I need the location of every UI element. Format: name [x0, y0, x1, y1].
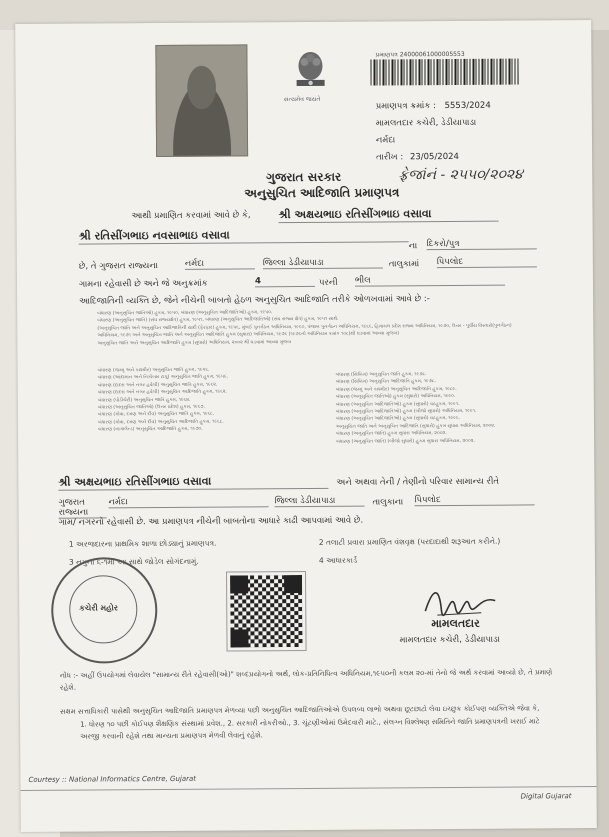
order-item: અનુસુચિત જાતિ અને અનુસુચિત આદિજાતિ (સુધારો) હુકમ સુધારા અધિનિયમ, ૨૦૦૨.	[335, 423, 496, 430]
ashoka-emblem-icon	[290, 44, 330, 94]
na-label: ના	[408, 241, 418, 252]
basis-item: 1 અરજદારના પ્રાથમિક શાળા છોડ્યાનું પ્રમાણપત્ર.	[68, 538, 217, 549]
family-gram-line: ગામ/ નગરનો રહેવાસી છે. આ પ્રમાણપત્ર નીચેની બાબતોના આધારે કાઢી આપવામાં આવે છે.	[58, 515, 364, 528]
serial-number: 4	[255, 276, 315, 287]
order-item: અધિનિયમ, ૧૯૭૧ અને અનુસુચિત જાતિ અને અનુસુચિત આદિજાતિ હુકમ (સુધારા) અધિનિયમ, ૧૯૭૬ (૧૯૭૬નો અધિનિયમ ક્રમાંક ૧૦૮)થી ઘડવામાં આવ્યા મુજબ)	[97, 331, 400, 339]
family-district-label: જિલ્લા ડેડીયાપાડા	[274, 496, 364, 508]
order-item: બંધારણ (દાદરા અને નગર હવેલી) અનુસુચિત જાતિ હુકમ, ૧૯૬૨.	[97, 382, 218, 389]
order-item: બંધારણ (અનુસુચિત જાતિઓ) (ઉત્તર પ્રદેશ) હુકમ, ૧૯૬૭.	[97, 404, 205, 411]
family-suffix: અને અથવા તેની / તેણીનો પરિવાર સામાન્ય રીતે	[336, 476, 500, 488]
applicant-photo	[155, 44, 248, 157]
barcode	[370, 59, 518, 86]
order-item: બંધારણ (અનુસુચિત આદિજાતિઓ) હુકમ (બીજો સુધારો) અધિનિયમ, ૧૯૯૧.	[335, 408, 477, 415]
order-item: બંધારણ (નાગાલેન્ડ) અનુસુચિત આદિજાતિ હુકમ, ૧૯૭૦.	[98, 426, 203, 433]
courtesy-text: Courtesy :: National Informatics Centre, Gujarat	[28, 774, 197, 784]
handwritten-reference: ફ્રેજાંનં - ૨૫૫૦/૨૦૨૪	[398, 166, 523, 184]
order-item: બંધારણ (દાદરા અને નગર હવેલી) અનુસુચિત આદિજાતિ હુકમ, ૧૯૬૨.	[97, 389, 227, 396]
pari-label: પરની	[318, 277, 338, 288]
order-item: અનુસુચિત જાતિ અને અનુસુચિત આદિજાતિ હુકમ (સુધારો) અધિનિયમ, ૨૦૦૨ થી ઘડવામાં આવ્યા મુજબ	[97, 339, 292, 347]
district-label: જિલ્લા ડેડીયાપાડા	[263, 257, 383, 269]
issuing-office: મામલતદાર કચેરી, ડેડીયાપાડા	[375, 117, 477, 129]
intro-text: આથી પ્રમાણિત કરવામાં આવે છે કે,	[131, 210, 251, 222]
village-label: ગામના રહેવાસી છે અને જે અનુક્રમાંક	[78, 278, 208, 290]
order-item: બંધારણ (જમ્મુ અને કાશ્મીર) અનુસુચિત જાતિ હુકમ, ૧૯૫૬.	[97, 367, 210, 374]
state-label: છે, તે ગુજરાત રાજ્યના	[78, 261, 158, 272]
order-item: બંધારણ (અનુસુચિત આદિજાતિઓ) હુકમ (સુધારો) વટહુકમ, ૧૯૯૬.	[335, 416, 461, 423]
orders-left-list	[98, 367, 229, 435]
order-item: બંધારણ (ગોવા, દમણ અને દીવ) અનુસુચિત આદિજાતિ હુકમ, ૧૯૬૮.	[97, 419, 224, 426]
taluka-name: પિપલોદ	[437, 256, 537, 268]
signature-icon	[421, 581, 499, 622]
family-applicant-name: શ્રી અક્ષયભાઇ રતિસીંગભાઇ વસાવા	[58, 474, 328, 491]
order-item: બંધારણ (અનુસુચિત જાતિ) (સંઘ રાજ્યક્ષેત્ર) હુકમ, ૧૯૫૧, બંધારણ (અનુસુચિત આદિજાતિઓ) (સંઘ રાજ્ય ક્ષેત્ર) હુકમ, ૧૯૫૧ સાથે.	[97, 317, 339, 324]
order-item: બંધારણ (આંદામાન અને નિકોબાર ટાપુ) અનુસુચિત જાતિ હુકમ, ૧૯૫૯.	[97, 374, 229, 381]
order-item: (અનુસુચિત જાતિ અને અનુસુચિત આદિજાતિની યાદી (ફેરફાર) હુકમ, ૧૯૫૬, મુંબઈ પુનર્ગઠન અધિનિયમ, ૧૯૬૦, પંજાબ પુનર્ગઠન અધિનિયમ, ૧૯૬૬, હિમાચલ પ્રદેશ રાજ્ય અધિનિયમ, ૧૯૭૦, ઉત્તર - પૂર્વીય વિસ્તારો(પુનર્ગઠન)	[97, 323, 512, 332]
family-taluka: પિપલોદ	[414, 494, 534, 506]
certificate-paper	[15, 20, 597, 832]
recognition-text: આદિજાતિની વ્યક્તિ છે, જેને નીચેની બાબતો હેઠળ અનુસુચિત આદિજાતિ તરીકે ઓળખવામાં આવે છે :-	[79, 294, 430, 307]
order-item: બંધારણ (અનુસુચિત જાતિ) હુકમ સુધારા અધિનિયમ, ૨૦૦૨.	[336, 431, 447, 438]
orders-top-list	[97, 308, 512, 348]
digital-gujarat-text: Digital Gujarat	[520, 792, 572, 801]
footer-divider	[21, 786, 597, 791]
date-label: તારીખ :	[376, 152, 404, 163]
qr-code	[227, 572, 306, 651]
order-item: બંધારણ (જમ્મુ અને કાશ્મીર) અનુસુચિત આદિજાતિ હુકમ, ૧૯૮૯.	[335, 386, 457, 393]
order-item: બંધારણ (પોંડીચેરી) અનુસુચિત જાતિ હુકમ, ૧૯૬૪.	[97, 397, 191, 404]
tribe-name: ભીલ	[355, 275, 505, 287]
family-district: નર્મદા	[108, 496, 268, 508]
order-item: બંધારણ (સિક્કિમ) અનુસુચિત આદિજાતિ હુકમ, ૧૯૭૮.	[335, 379, 436, 386]
signatory-title: મામલતદાર	[431, 616, 480, 631]
stamp-text: કચેરી મહોર	[79, 603, 119, 613]
orders-right-list	[336, 371, 496, 446]
govt-heading: ગુજરાત સરકાર	[266, 169, 342, 185]
basis-item: 3 નમુના ૬-૧માં આ સાથે જોડેલ સોગંદનામું.	[68, 556, 199, 567]
emblem-caption: સત્યમેવ જયતે	[283, 95, 321, 104]
signatory-office: મામલતદાર કચેરી, ડેડીયાપાડા	[399, 634, 500, 646]
order-item: બંધારણ (ગોવા, દમણ અને દીવ) અનુસુચિત જાતિ હુકમ, ૧૯૬૮.	[97, 412, 215, 418]
order-item: બંધારણ (અનુસુચિત આદિજાતિઓ) હુકમ (સુધારો) વટહુકમ, ૧૯૯૧.	[335, 401, 460, 408]
district-name: નર્મદા	[185, 258, 255, 269]
order-item: બંધારણ (સિક્કિમ) અનુસુચિત જાતિ હુકમ, ૧૯૭૮.	[335, 372, 427, 378]
barcode-number: પ્રમાણપત્ર 24000061000005553	[375, 50, 465, 59]
cert-number-row	[376, 101, 491, 112]
order-item: બંધારણ (અનુસુચિત જાતિ) (બીજો સુધારો) હુકમ સુધારા અધિનિયમ, ૨૦૦૨.	[336, 438, 475, 445]
authority-item: 1. ધોરણ ૧૦ પછી કોઈપણ શૈક્ષણિક સંસ્થામાં પ્રવેશ., 2. સરકારી નોકરીઓ., 3. ચૂંટણીઓમાં ઉમેદવારી માટે., સંલગ્ન વિશ્લેષણ સમિતિને જાતિ પ્રમાણપત્રની ખરાઈ માટે અરજી કરવાની રહેશે તથા માન્યતા પ્રમાણપત્ર મેળવી લેવાનું રહેશે.	[80, 717, 540, 741]
cert-number: 5553/2024	[444, 100, 491, 112]
office-stamp	[51, 557, 158, 664]
applicant-name: શ્રી અક્ષયભાઇ રતિસીંગભાઇ વસાવા	[278, 207, 498, 224]
district-top: નર્મદા	[375, 135, 396, 146]
authority-intro: સક્ષમ સત્તાધિકારી પાસેથી અનુસુચિત આદિજાતિ પ્રમાણપત્ર મેળવ્યા પછી અનુસુચિત આદિજાતિઓએ ઉપલબ્ધ લાભો અથવા છૂટછાટો લેવા ઇચ્છુક કોઈપણ વ્યક્તિએ જેવા કે,	[59, 704, 540, 716]
cert-number-label: પ્રમાણપત્ર ક્રમાંક :	[375, 101, 436, 112]
family-taluka-label: તાલુકાના	[372, 497, 404, 508]
order-item: બંધારણ (અનુસુચિત જાતિઓ) હુકમ (સુધારો) અધિનિયમ, ૧૯૯૦.	[335, 394, 456, 401]
issue-date: 23/05/2024	[409, 151, 459, 163]
relation: દિકરો/પુત્ર	[427, 238, 537, 250]
order-item: બંધારણ (અનુસુચિત જાતિઓ) હુકમ, ૧૯૫૦, બંધારણ (અનુસુચિત આદિજાતિઓ) હુકમ, ૧૯૫૦.	[97, 310, 273, 317]
taluka-label: તાલુકામાં	[388, 259, 420, 270]
family-state-label: ગુજરાત રાજ્યના	[58, 497, 106, 518]
date-row	[376, 152, 459, 163]
basis-item: 2 તલાટી પ્રવારા પ્રમાણિત વંશવૃક્ષ (પરદાદાથી શરૂઆત કરીને.)	[318, 536, 501, 547]
basis-item: 4 આધારકાર્ડ	[318, 555, 358, 565]
father-name: શ્રી રતિસીંગભાઇ નવસાભાઇ વસાવા	[79, 227, 409, 244]
certificate-title: અનુસુચિત આદિજાતિ પ્રમાણપત્ર	[244, 185, 400, 201]
note-text: નોંધ :- અહીં ઉપયોગમાં લેવાયેલ "સામાન્ય રીતે રહેવાસી(ઓ)" શબ્દપ્રયોગનો અર્થ, લોક-પ્રતિનિધિત્વ અધિનિયમ,૧૯૫૦ની કલમ ૨૦-માં તેનો જે અર્થ કરવામાં આવ્યો છે, તે પ્રમાણે રહેશે.	[59, 668, 553, 692]
